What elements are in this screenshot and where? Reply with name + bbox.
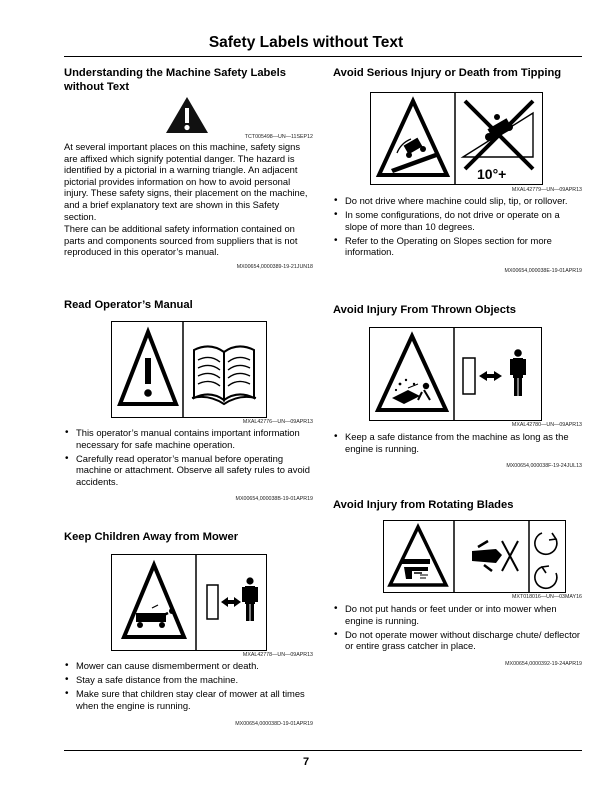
list-item: • This operator’s manual contains important information necessary for safe machine operation. [64,427,314,450]
title-rule [64,56,582,57]
slope-label: 10°+ [477,166,507,182]
children-image-code: MXAL42778—UN—09APR13 [242,652,313,658]
understanding-ref-code: MX00654,0000389-19-21JUN18 [236,264,313,270]
tipping-title: Avoid Serious Injury or Death from Tipping [333,67,562,79]
list-item: • Refer to the Operating on Slopes section for more information. [333,235,583,258]
list-item: • Mower can cause dismemberment or death. [64,660,314,672]
blades-image-code: MXT018016—UN—03MAY16 [512,594,582,600]
rotating-blades-icon [535,533,557,588]
manual-bullet-list [64,427,314,490]
tipping-safety-label [370,92,543,185]
thrown-image-code: MXAL42780—UN—09APR13 [511,422,582,428]
list-item: • Do not drive where machine could slip, tip, or rollover. [333,195,583,207]
hand-blade-icon [472,541,518,571]
children-safety-label [111,554,267,651]
page-title: Safety Labels without Text [208,34,404,51]
thrown-title: Avoid Injury From Thrown Objects [333,304,516,316]
list-item: • Do not operate mower without discharge chute/ deflector or entire grass catcher in place. [333,629,583,652]
list-item: • In some configurations, do not drive or operate on a slope of more than 10 degrees. [333,209,583,232]
understanding-image-code: TCT005498—UN—11SEP12 [244,134,313,140]
hand-blade-hazard-icon [390,527,446,585]
understanding-paragraph-2: There can be additional safety information contained on parts and components sourced from suppliers that is not reproduced in this operator’s manual. [64,223,298,258]
tipping-ref-code: MX00654,000038E-19-01APR19 [504,268,582,274]
children-bullet-list [64,660,314,714]
manual-title: Read Operator’s Manual [64,299,193,311]
thrown-ref-code: MX00654,000038F-19-24JUL13 [506,463,582,469]
understanding-title: Understanding the Machine Safety Labels without Text [64,67,286,93]
thrown-objects-icon [378,336,446,410]
rollover-hazard-icon [379,101,447,175]
manual-safety-label [111,321,267,418]
blades-ref-code: MX00654,0000392-19-24APR19 [505,661,582,667]
blades-bullet-list [333,603,583,654]
understanding-paragraph-1: At several important places on this machine, safety signs are affixed which signify potential danger. The hazard is identified by a pictorial in a warning triangle. An adjacent pictorial provides information on how to avoid personal injury. These safety signs, their placement on the machine, and a brief explanatory text are shown in this Safety section. [64,141,308,222]
warning-triangle-icon [120,332,176,404]
list-item: • Stay a safe distance from the machine. [64,674,314,686]
tipping-bullet-list [333,195,583,260]
page-number: 7 [302,756,310,768]
manual-ref-code: MX00654,000038B-19-01APR19 [235,496,313,502]
manual-image-code: MXAL42776—UN—09APR13 [242,419,313,425]
blades-safety-label [383,520,566,593]
footer-rule [64,750,582,751]
safe-distance-icon [463,349,526,396]
blades-title: Avoid Injury from Rotating Blades [333,499,514,511]
mower-hazard-icon [124,565,184,637]
safe-distance-icon [207,577,258,621]
list-item: • Carefully read operator’s manual before operating machine or attachment. Observe all safety rules to avoid accidents. [64,453,314,488]
list-item: • Make sure that children stay clear of mower at all times when the engine is running. [64,688,314,711]
thrown-safety-label [369,327,542,421]
children-title: Keep Children Away from Mower [64,531,239,543]
list-item: • Keep a safe distance from the machine as long as the engine is running. [333,431,583,454]
no-slope-icon [463,101,533,182]
thrown-bullet-list [333,431,583,457]
list-item: • Do not put hands or feet under or into mower when engine is running. [333,603,583,626]
open-book-icon [192,346,256,404]
children-ref-code: MX00654,000038D-19-01APR19 [235,721,313,727]
warning-triangle-icon [164,95,210,135]
tipping-image-code: MXAL42779—UN—09APR13 [511,187,582,193]
